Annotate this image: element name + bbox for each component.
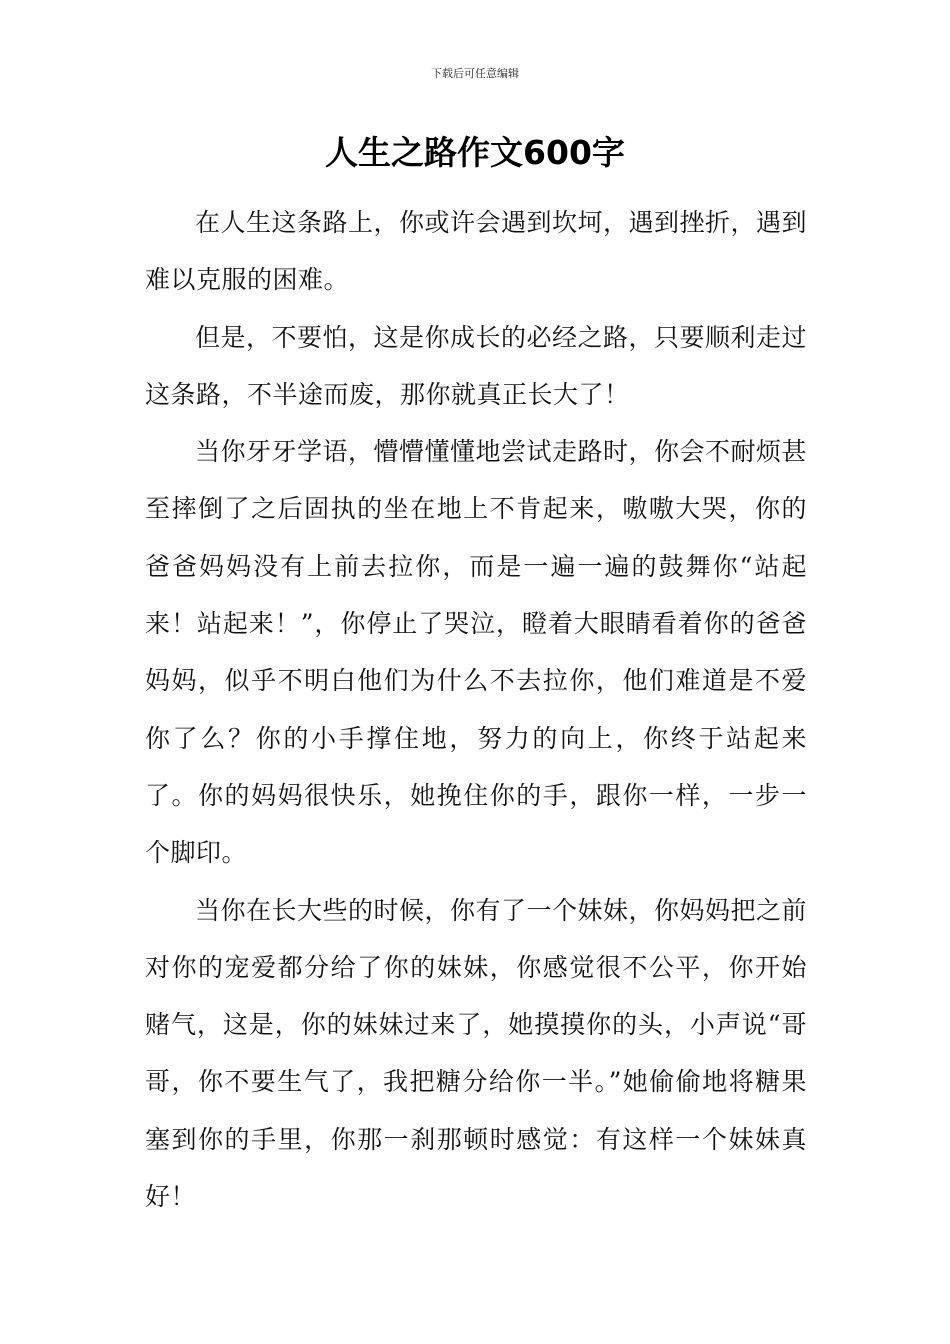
document-title: 人生之路作文600字 (325, 133, 625, 172)
paragraph-1: 在人生这条路上，你或许会遇到坎坷，遇到挫折，遇到难以克服的困难。 (145, 208, 808, 295)
paragraph-4: 当你在长大些的时候，你有了一个妹妹，你妈妈把之前对你的宠爱都分给了你的妹妹，你感觉很不公平，你开始赌气，这是，你的妹妹过来了，她摸摸你的头，小声说“哥哥，你不要生气了，我把糖分给你一半。”她偷偷地将糖果塞到你的手里，你那一刹那顿时感觉：有这样一个妹妹真好！ (145, 895, 808, 1212)
document-body (145, 194, 807, 1225)
header-note: 下载后可任意编辑 (431, 67, 519, 80)
paragraph-2: 但是，不要怕，这是你成长的必经之路，只要顺利走过这条路，不半途而废，那你就真正长大了！ (145, 322, 808, 409)
paragraph-3: 当你牙牙学语，懵懵懂懂地尝试走路时，你会不耐烦甚至摔倒了之后固执的坐在地上不肯起来，嗷嗷大哭，你的爸爸妈妈没有上前去拉你，而是一遍一遍的鼓舞你“站起来！站起来！”，你停止了哭泣，瞪着大眼睛看着你的爸爸妈妈，似乎不明白他们为什么不去拉你，他们难道是不爱你了么？你的小手撑住地，努力的向上，你终于站起来了。你的妈妈很快乐，她挽住你的手，跟你一样，一步一个脚印。 (145, 437, 808, 868)
